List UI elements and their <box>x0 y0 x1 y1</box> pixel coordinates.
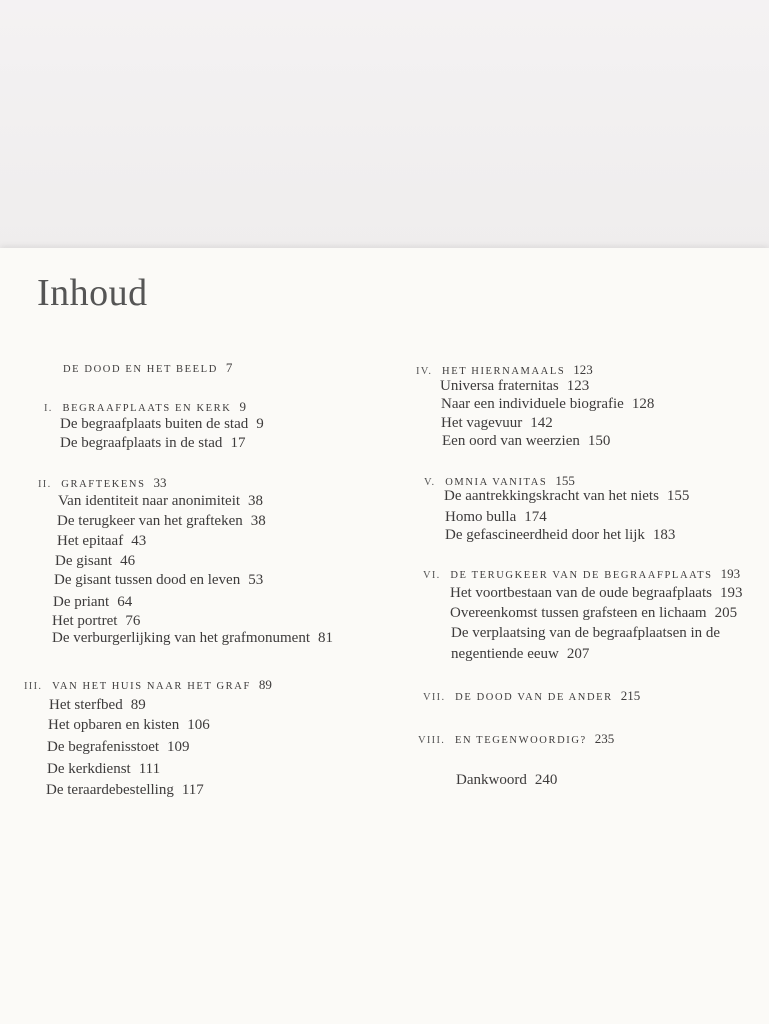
section-title: De aantrekkingskracht van het niets <box>444 488 659 504</box>
section-title: De terugkeer van het grafteken <box>57 513 243 529</box>
section-page: 76 <box>125 613 141 629</box>
section-page: 89 <box>130 697 146 713</box>
chapter-numeral: VIII. <box>418 735 446 746</box>
toc-section <box>47 760 160 778</box>
section-title: De gisant tussen dood en leven <box>54 572 241 588</box>
section-page: 38 <box>250 513 266 529</box>
section-title: Het sterfbed <box>49 697 123 713</box>
toc-section <box>57 532 146 550</box>
chapter-title: VAN HET HUIS NAAR HET GRAF <box>52 681 251 692</box>
section-page: 207 <box>566 646 590 662</box>
section-page: 111 <box>138 761 161 777</box>
section-title: Het vagevuur <box>441 415 523 431</box>
section-page: 64 <box>117 594 133 610</box>
section-page: 117 <box>181 782 204 798</box>
chapter-title: EN TEGENWOORDIG? <box>454 735 587 746</box>
chapter-title: DE TERUGKEER VAN DE BEGRAAFPLAATS <box>450 570 713 581</box>
toc-chapter-7 <box>423 687 640 707</box>
section-page: 46 <box>120 553 136 569</box>
section-page: 150 <box>587 433 611 449</box>
toc-intro-page: 7 <box>225 360 233 375</box>
toc-section <box>52 612 140 630</box>
section-page: 193 <box>719 585 743 601</box>
section-title: De begrafenisstoet <box>47 739 160 755</box>
background-surface <box>0 0 769 250</box>
acknowledgements-title: Dankwoord <box>456 772 527 788</box>
toc-section <box>58 492 263 510</box>
chapter-numeral: IV. <box>416 366 433 377</box>
toc-section <box>60 434 245 452</box>
toc-section <box>441 414 553 432</box>
section-title: Het portret <box>52 613 118 629</box>
chapter-numeral: VI. <box>423 570 441 581</box>
section-title: Het voortbestaan van de oude begraafplaats <box>450 585 712 601</box>
section-title-line2: negentiende eeuw <box>451 646 559 662</box>
chapter-page: 9 <box>239 399 246 414</box>
section-title: Van identiteit naar anonimiteit <box>58 493 241 509</box>
toc-chapter-8 <box>418 730 614 750</box>
section-title: De gisant <box>55 553 113 569</box>
section-page: 106 <box>187 717 210 733</box>
chapter-title: GRAFTEKENS <box>61 479 146 490</box>
section-page: 155 <box>666 488 690 504</box>
section-page: 17 <box>230 435 246 451</box>
toc-section <box>444 487 689 505</box>
toc-section <box>450 584 742 602</box>
section-page: 109 <box>167 739 190 755</box>
chapter-title: OMNIA VANITAS <box>445 477 548 488</box>
toc-section <box>445 526 675 544</box>
section-page: 205 <box>714 605 738 621</box>
toc-section <box>48 716 210 734</box>
section-title: De gefascineerdheid door het lijk <box>445 527 645 543</box>
section-page: 43 <box>131 533 147 549</box>
chapter-page: 89 <box>258 677 272 692</box>
toc-section <box>441 395 654 413</box>
chapter-title: BEGRAAFPLAATS EN KERK <box>62 403 232 414</box>
section-page: 142 <box>530 415 553 431</box>
toc-section <box>54 571 263 589</box>
section-page: 128 <box>631 396 655 412</box>
toc-section <box>57 512 266 530</box>
toc-section <box>52 629 333 647</box>
section-title: Het epitaaf <box>57 533 124 549</box>
section-title: Overeenkomst tussen grafsteen en lichaam <box>450 605 707 621</box>
toc-section-continued <box>451 645 589 663</box>
chapter-page: 33 <box>153 475 167 490</box>
toc-section <box>451 624 720 642</box>
chapter-numeral: V. <box>424 477 436 488</box>
toc-section <box>49 696 146 714</box>
section-title: De begraafplaats in de stad <box>60 435 223 451</box>
toc-section <box>445 508 547 526</box>
section-title: Homo bulla <box>445 509 517 525</box>
section-title: Een oord van weerzien <box>442 433 580 449</box>
toc-section <box>55 552 135 570</box>
acknowledgements-page: 240 <box>534 772 558 788</box>
chapter-page: 123 <box>573 362 593 377</box>
section-page: 183 <box>652 527 676 543</box>
toc-section <box>46 781 204 799</box>
section-page: 81 <box>317 630 333 646</box>
toc-section <box>60 415 264 433</box>
chapter-page: 215 <box>620 688 641 703</box>
section-title: De verburgerlijking van het grafmonument <box>52 630 310 646</box>
chapter-title: HET HIERNAMAALS <box>442 366 566 377</box>
chapter-numeral: VII. <box>423 692 446 703</box>
toc-section <box>450 604 737 622</box>
toc-section <box>47 738 190 756</box>
toc-chapter-6 <box>423 565 740 585</box>
section-title: De priant <box>53 594 110 610</box>
chapter-page: 235 <box>594 731 615 746</box>
section-title: De teraardebestelling <box>46 782 174 798</box>
chapter-numeral: II. <box>38 479 52 490</box>
chapter-numeral: I. <box>44 403 53 414</box>
toc-intro-title: DE DOOD EN HET BEELD <box>63 364 218 375</box>
section-title: De kerkdienst <box>47 761 131 777</box>
section-title: Universa fraternitas <box>440 378 559 394</box>
section-page: 9 <box>256 416 264 432</box>
section-page: 174 <box>524 509 547 525</box>
page-title: Inhoud <box>37 272 148 314</box>
toc-chapter-3 <box>24 676 272 696</box>
section-page: 38 <box>248 493 264 509</box>
chapter-numeral: III. <box>24 681 43 692</box>
toc-section <box>440 377 589 395</box>
toc-intro <box>63 359 232 379</box>
toc-section <box>53 593 132 611</box>
section-title-line1: De verplaatsing van de begraafplaatsen in de <box>451 625 721 641</box>
section-page: 53 <box>248 572 264 588</box>
section-title: Het opbaren en kisten <box>48 717 180 733</box>
chapter-page: 155 <box>555 473 575 488</box>
chapter-title: DE DOOD VAN DE ANDER <box>455 692 613 703</box>
section-title: Naar een individuele biografie <box>441 396 624 412</box>
chapter-page: 193 <box>720 566 741 581</box>
section-page: 123 <box>566 378 590 394</box>
toc-section <box>442 432 610 450</box>
toc-chapter-2 <box>38 474 167 494</box>
toc-acknowledgements <box>456 771 557 789</box>
section-title: De begraafplaats buiten de stad <box>60 416 249 432</box>
